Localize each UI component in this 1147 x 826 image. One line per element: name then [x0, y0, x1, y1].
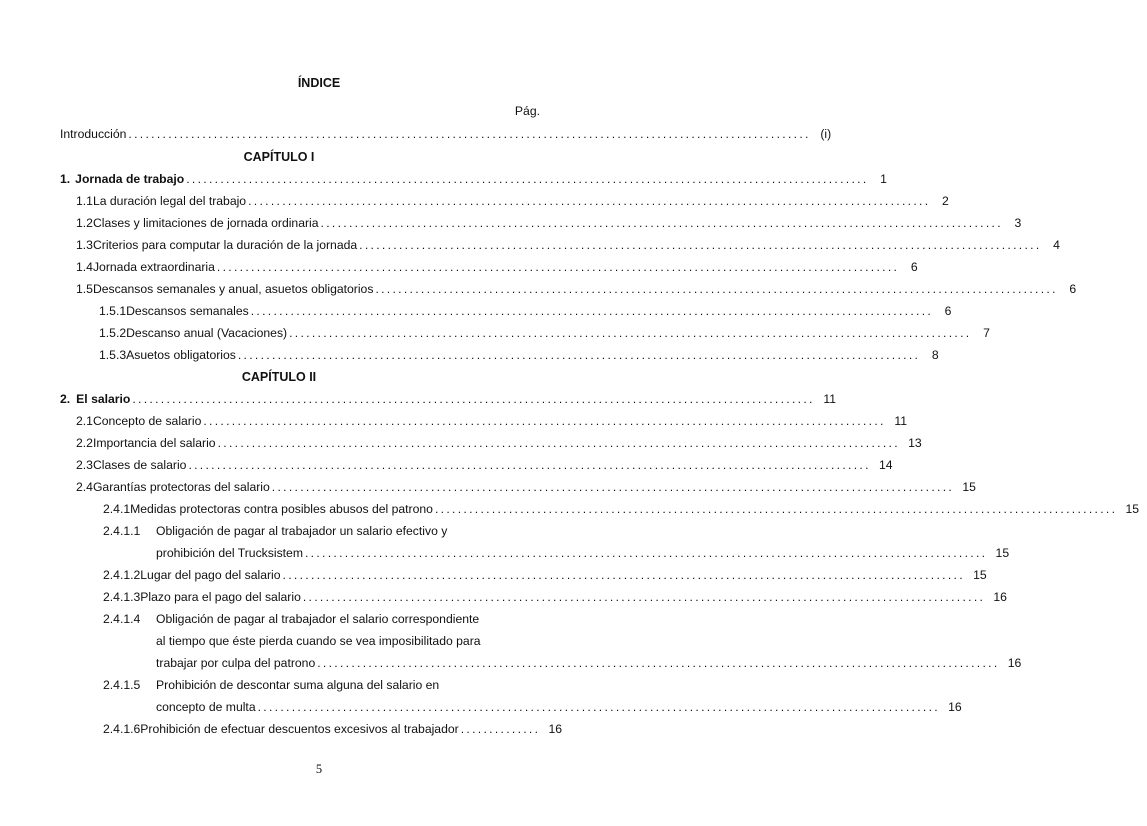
toc-entry-page: 14 [878, 458, 893, 472]
toc-entry-page: 6 [1069, 282, 1077, 296]
toc-entry-1-4[interactable] [76, 260, 918, 274]
toc-entry-text-continued: al tiempo que éste pierda cuando se vea imposibilitado para [156, 634, 481, 648]
toc-entry-1-5-2[interactable] [99, 326, 990, 340]
toc-leader: ........................................................................................................................ [317, 656, 1000, 670]
toc-entry-2-4-1-4-cont[interactable] [156, 634, 540, 648]
toc-entry-introduccion[interactable] [60, 127, 832, 141]
toc-entry-page: 16 [1007, 656, 1022, 670]
toc-entry-2-4-1-5-cont[interactable] [156, 700, 962, 714]
toc-entry-text: La duración legal del trabajo [92, 194, 247, 208]
toc-entry-2-2[interactable] [76, 436, 922, 450]
toc-entry-2-4-1-4[interactable] [103, 612, 540, 626]
toc-leader: ........................................................................................................................ [434, 502, 1118, 516]
toc-leader: ........................................................................................................................ [250, 304, 934, 318]
toc-entry-1-5-3[interactable] [99, 348, 939, 362]
toc-entry-number: 2.3 [76, 458, 93, 472]
toc-leader: ........................................................................................................................ [271, 480, 955, 494]
toc-entry-page: 7 [983, 326, 990, 340]
toc-entry-text: Importancia del salario [92, 436, 216, 450]
toc-leader: ........................................................................................................................ [203, 414, 886, 428]
toc-entry-2-4-1[interactable] [103, 502, 1140, 516]
toc-entry-page: 8 [931, 348, 939, 362]
toc-leader: ........................................................................................................................ [132, 392, 815, 406]
toc-leader: ........................................................................................................................ [302, 590, 986, 604]
toc-entry-page: 11 [894, 414, 908, 428]
toc-entry-number: 2.4.1.3 [103, 590, 141, 604]
toc-leader: ........................................................................................................................ [375, 282, 1058, 296]
toc-entry-text: Obligación de pagar al trabajador un salario efectivo y [156, 524, 448, 538]
toc-entry-page: 16 [548, 722, 563, 736]
toc-entry-text: Garantías protectoras del salario [92, 480, 270, 494]
toc-leader: ........................................................................................................................ [128, 127, 811, 141]
toc-entry-text: Descansos semanales y anual, asuetos obligatorios [92, 282, 374, 296]
toc-entry-page: (i) [820, 127, 832, 141]
toc-entry-2-4-1-3[interactable] [103, 590, 1007, 604]
toc-entry-number: 1.3 [76, 238, 93, 252]
chapter-heading: CAPÍTULO II [241, 370, 317, 384]
toc-entry-text: Descanso anual (Vacaciones) [126, 326, 288, 340]
toc-entry-text: Introducción [60, 127, 127, 141]
toc-entry-text: Lugar del pago del salario [140, 568, 281, 582]
toc-entry-number: 1.2 [76, 216, 93, 230]
toc-entry-number: 1.5 [76, 282, 93, 296]
toc-entry-2-4-1-6[interactable] [103, 722, 563, 736]
toc-entry-page: 15 [1125, 502, 1140, 516]
toc-entry-number: 2.4.1.5 [103, 678, 141, 692]
toc-entry-text: Obligación de pagar al trabajador el salario correspondiente [156, 612, 480, 626]
toc-leader: ........................................................................................................................ [257, 700, 940, 714]
toc-entry-2-4-1-5[interactable] [103, 678, 540, 692]
toc-entry-text: Jornada extraordinaria [92, 260, 215, 274]
toc-entry-1-5-1[interactable] [99, 304, 952, 318]
toc-leader: ........................................................................................................................ [289, 326, 972, 340]
toc-entry-1-2[interactable] [76, 216, 1022, 230]
toc-entry-1-3[interactable] [76, 238, 1060, 252]
toc-leader: ........................................................................................................................ [248, 194, 931, 208]
toc-entry-text: Criterios para computar la duración de la jornada [92, 238, 358, 252]
toc-entry-text: Medidas protectoras contra posibles abusos del patrono [130, 502, 433, 516]
toc-entry-text: Descansos semanales [126, 304, 249, 318]
toc-entry-text-continued: trabajar por culpa del patrono [156, 656, 316, 670]
toc-entry-text: Jornada de trabajo [75, 172, 185, 186]
toc-entry-page: 1 [880, 172, 887, 186]
toc-entry-2-4-1-1-cont[interactable] [156, 546, 1010, 560]
toc-entry-number: 2.4 [76, 480, 93, 494]
toc-entry-2-4[interactable] [76, 480, 976, 494]
toc-entry-number: 1.5.3 [99, 348, 127, 362]
toc-leader: ........................................................................................................................ [217, 436, 900, 450]
toc-entry-1-5[interactable] [76, 282, 1077, 296]
toc-leader: ........................................................................................................................ [216, 260, 900, 274]
toc-entry-text: Prohibición de descontar suma alguna del salario en [156, 678, 440, 692]
toc-entry-number: 1.5.1 [99, 304, 127, 318]
toc-entry-page: 15 [962, 480, 976, 494]
toc-entry-page: 16 [948, 700, 962, 714]
toc-entry-page: 15 [973, 568, 987, 582]
toc-entry-text: Asuetos obligatorios [126, 348, 236, 362]
toc-entry-2-4-1-2[interactable] [103, 568, 987, 582]
toc-entry-1[interactable] [60, 172, 887, 186]
toc-entry-number: 1.5.2 [99, 326, 127, 340]
chapter-heading: CAPÍTULO I [243, 150, 315, 164]
toc-entry-page: 3 [1014, 216, 1022, 230]
toc-entry-2-4-1-4-cont2[interactable] [156, 656, 1022, 670]
page-number: 5 [315, 762, 323, 776]
toc-entry-page: 11 [823, 392, 837, 406]
toc-entry-page: 4 [1053, 238, 1060, 252]
toc-entry-text: Concepto de salario [92, 414, 202, 428]
toc-entry-2-4-1-1[interactable] [103, 524, 540, 538]
toc-entry-page: 15 [995, 546, 1010, 560]
toc-leader: ........................................................................................................................ [305, 546, 988, 560]
toc-entry-page: 6 [910, 260, 918, 274]
toc-entry-2-3[interactable] [76, 458, 893, 472]
toc-entry-2-1[interactable] [76, 414, 908, 428]
toc-leader: ........................................................................................................................ [188, 458, 871, 472]
toc-entry-number: 2.2 [76, 436, 93, 450]
toc-entry-page: 13 [908, 436, 922, 450]
toc-entry-page: 6 [944, 304, 952, 318]
toc-entry-text: El salario [76, 392, 131, 406]
toc-entry-1-1[interactable] [76, 194, 949, 208]
toc-entry-number: 2.4.1.2 [103, 568, 141, 582]
toc-entry-text: Prohibición de efectuar descuentos excesivos al trabajador [140, 722, 459, 736]
toc-entry-text: Clases y limitaciones de jornada ordinaria [92, 216, 319, 230]
toc-leader: .............. [460, 722, 541, 736]
toc-leader: ........................................................................................................................ [282, 568, 965, 582]
toc-entry-text-continued: prohibición del Trucksistem [156, 546, 303, 560]
toc-entry-page: 16 [993, 590, 1007, 604]
toc-entry-2[interactable] [60, 392, 837, 406]
toc-entry-number: 2.4.1.4 [103, 612, 141, 626]
toc-entry-text: Clases de salario [92, 458, 187, 472]
toc-leader: ........................................................................................................................ [320, 216, 1003, 230]
page-column-label: Pág. [514, 104, 540, 118]
toc-entry-number: 1. [60, 172, 71, 186]
toc-entry-number: 1.4 [76, 260, 93, 274]
toc-entry-text: Plazo para el pago del salario [140, 590, 301, 604]
toc-entry-number: 2.4.1 [103, 502, 131, 516]
toc-entry-number: 2.4.1.1 [103, 524, 141, 538]
toc-entry-number: 2.4.1.6 [103, 722, 141, 736]
toc-entry-number: 2.1 [76, 414, 93, 428]
toc-entry-text-continued: concepto de multa [156, 700, 256, 714]
toc-entry-number: 2. [60, 392, 71, 406]
toc-leader: ........................................................................................................................ [237, 348, 921, 362]
toc-leader: ........................................................................................................................ [359, 238, 1042, 252]
toc-leader: ........................................................................................................................ [186, 172, 869, 186]
page-title: ÍNDICE [297, 76, 341, 90]
toc-entry-page: 2 [942, 194, 949, 208]
toc-entry-number: 1.1 [76, 194, 93, 208]
